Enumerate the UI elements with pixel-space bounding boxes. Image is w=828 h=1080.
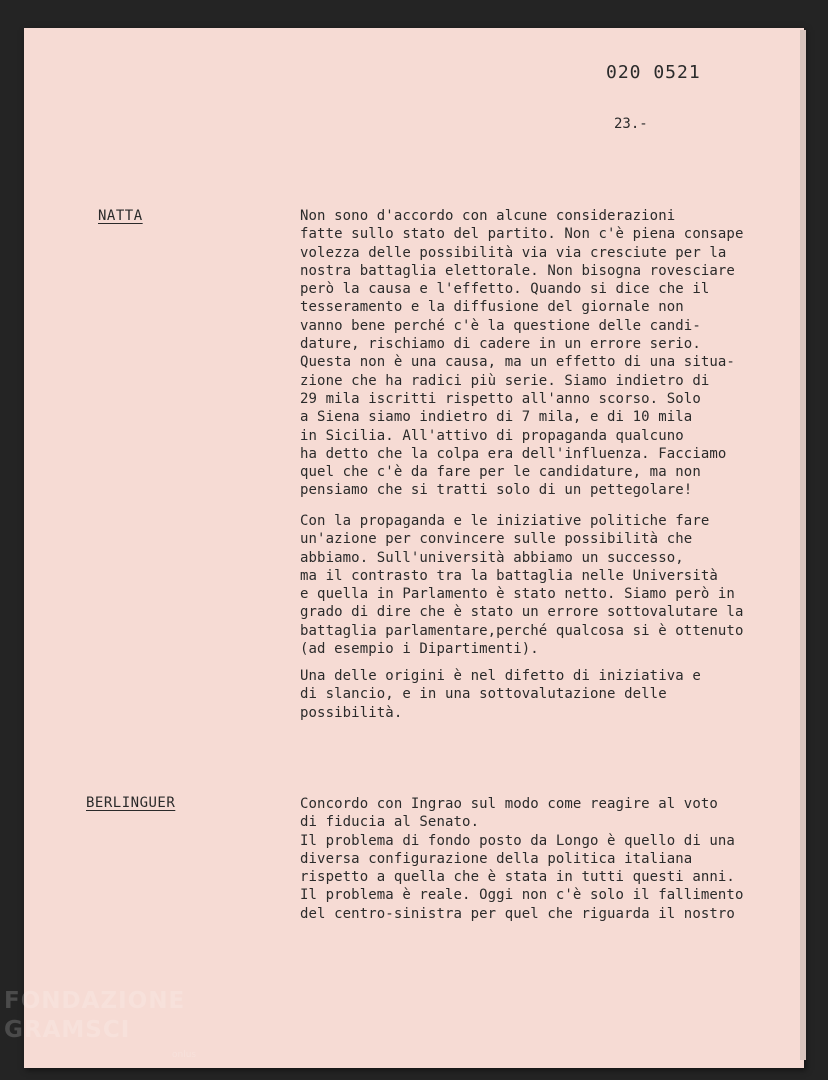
natta-paragraph-3: Una delle origini è nel difetto di iniziativa e di slancio, e in una sottovalutazione delle possibilità. — [300, 668, 701, 721]
page-edge — [800, 30, 806, 1060]
archive-number: 020 0521 — [606, 62, 701, 83]
berlinguer-paragraph-1: Concordo con Ingrao sul modo come reagire al voto di fiducia al Senato. Il problema di fondo posto da Longo è quello di una diversa configurazione della politica italiana rispetto a quella che è stata in tutti questi anni. Il problema è reale. Oggi non c'è solo il fallimento del centro-sinistra per quel che riguarda il nostro — [300, 796, 744, 922]
natta-paragraph-2: Con la propaganda e le iniziative politiche fare un'azione per convincere sulle possibilità che abbiamo. Sull'università abbiamo un successo, ma il contrasto tra la battaglia nelle Università e quella in Parlamento è stato netto. Siamo però in grado di dire che è stato un errore sottovalutare la battaglia parlamentare,perché qualcosa si è ottenuto (ad esempio i Dipartimenti). — [300, 513, 744, 658]
page-number: 23.- — [614, 116, 648, 132]
watermark-line-1: FONDAZIONE — [4, 988, 186, 1014]
watermark-suffix: onlus — [172, 1050, 197, 1060]
watermark-line-2: GRAMSCI — [4, 1017, 131, 1043]
speaker-natta: NATTA — [98, 208, 143, 224]
fondazione-gramsci-watermark — [4, 988, 214, 1068]
speaker-berlinguer: BERLINGUER — [86, 795, 176, 811]
natta-paragraph-1: Non sono d'accordo con alcune considerazioni fatte sullo stato del partito. Non c'è piena consape volezza delle possibilità via via cresciute per la nostra battaglia elettorale. Non bisogna rovesciare però la causa e l'effetto. Quando si dice che il tesseramento e la diffusione del giornale non vanno bene perché c'è la questione delle candi- dature, rischiamo di cadere in un errore serio. Questa non è una causa, ma un effetto di una situa- zione che ha radici più serie. Siamo indietro di 29 mila iscritti rispetto all'anno scorso. Solo a Siena siamo indietro di 7 mila, e di 10 mila in Sicilia. All'attivo di propaganda qualcuno ha detto che la colpa era dell'influenza. Facciamo quel che c'è da fare per le candidature, ma non pensiamo che si tratti solo di un pettegolare! — [300, 208, 744, 499]
